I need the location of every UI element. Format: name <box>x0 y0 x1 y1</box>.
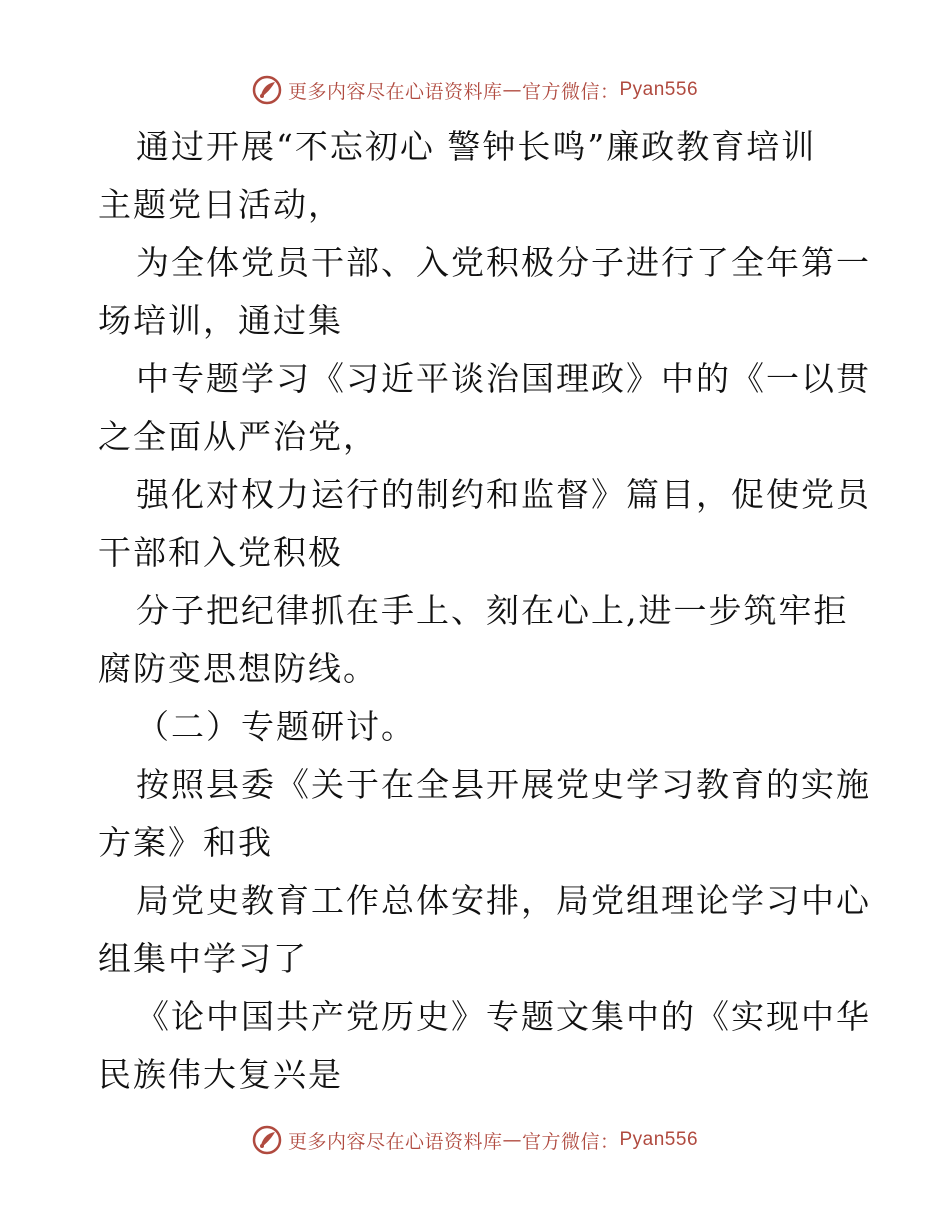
watermark-label: 官方微信： <box>521 1130 620 1153</box>
watermark-id: Pyan556 <box>619 79 699 100</box>
text-line: 局党史教育工作总体安排，局党组理论学习中心 <box>136 881 871 920</box>
text-line: 干部和入党积极 <box>98 533 343 572</box>
text-line: 主题党日活动， <box>98 185 343 224</box>
text-line: 通过开展“不忘初心 警钟长鸣”廉政教育培训 <box>136 127 817 166</box>
text-line: 中专题学习《习近平谈治国理政》中的《一以贯 <box>136 359 871 398</box>
text-line: 按照县委《关于在全县开展党史学习教育的实施 <box>136 765 871 804</box>
section-heading: （二）专题研讨。 <box>136 707 416 746</box>
text-line: 方案》和我 <box>98 823 273 862</box>
watermark-separator: — <box>502 1129 522 1151</box>
logo-icon <box>252 75 282 105</box>
header-watermark <box>0 70 950 110</box>
watermark-label: 官方微信： <box>521 80 620 103</box>
text-line: 《论中国共产党历史》专题文集中的《实现中华 <box>136 997 871 1036</box>
text-line: 组集中学习了 <box>98 939 308 978</box>
watermark-id: Pyan556 <box>619 1129 699 1150</box>
text-line: 强化对权力运行的制约和监督》篇目，促使党员 <box>136 475 871 514</box>
watermark-separator: — <box>502 79 522 101</box>
text-line: 之全面从严治党， <box>98 417 378 456</box>
document-body <box>98 118 871 1104</box>
text-line: 分子把纪律抓在手上、刻在心上,进一步筑牢拒 <box>136 591 849 630</box>
text-line: 场培训，通过集 <box>98 301 343 340</box>
watermark-text: 更多内容尽在心语资料库 <box>287 80 503 103</box>
text-line: 腐防变思想防线。 <box>98 649 378 688</box>
watermark-text: 更多内容尽在心语资料库 <box>287 1130 503 1153</box>
footer-watermark <box>0 1120 950 1160</box>
logo-icon <box>252 1125 282 1155</box>
text-line: 为全体党员干部、入党积极分子进行了全年第一 <box>136 243 871 282</box>
text-line: 民族伟大复兴是 <box>98 1055 343 1094</box>
